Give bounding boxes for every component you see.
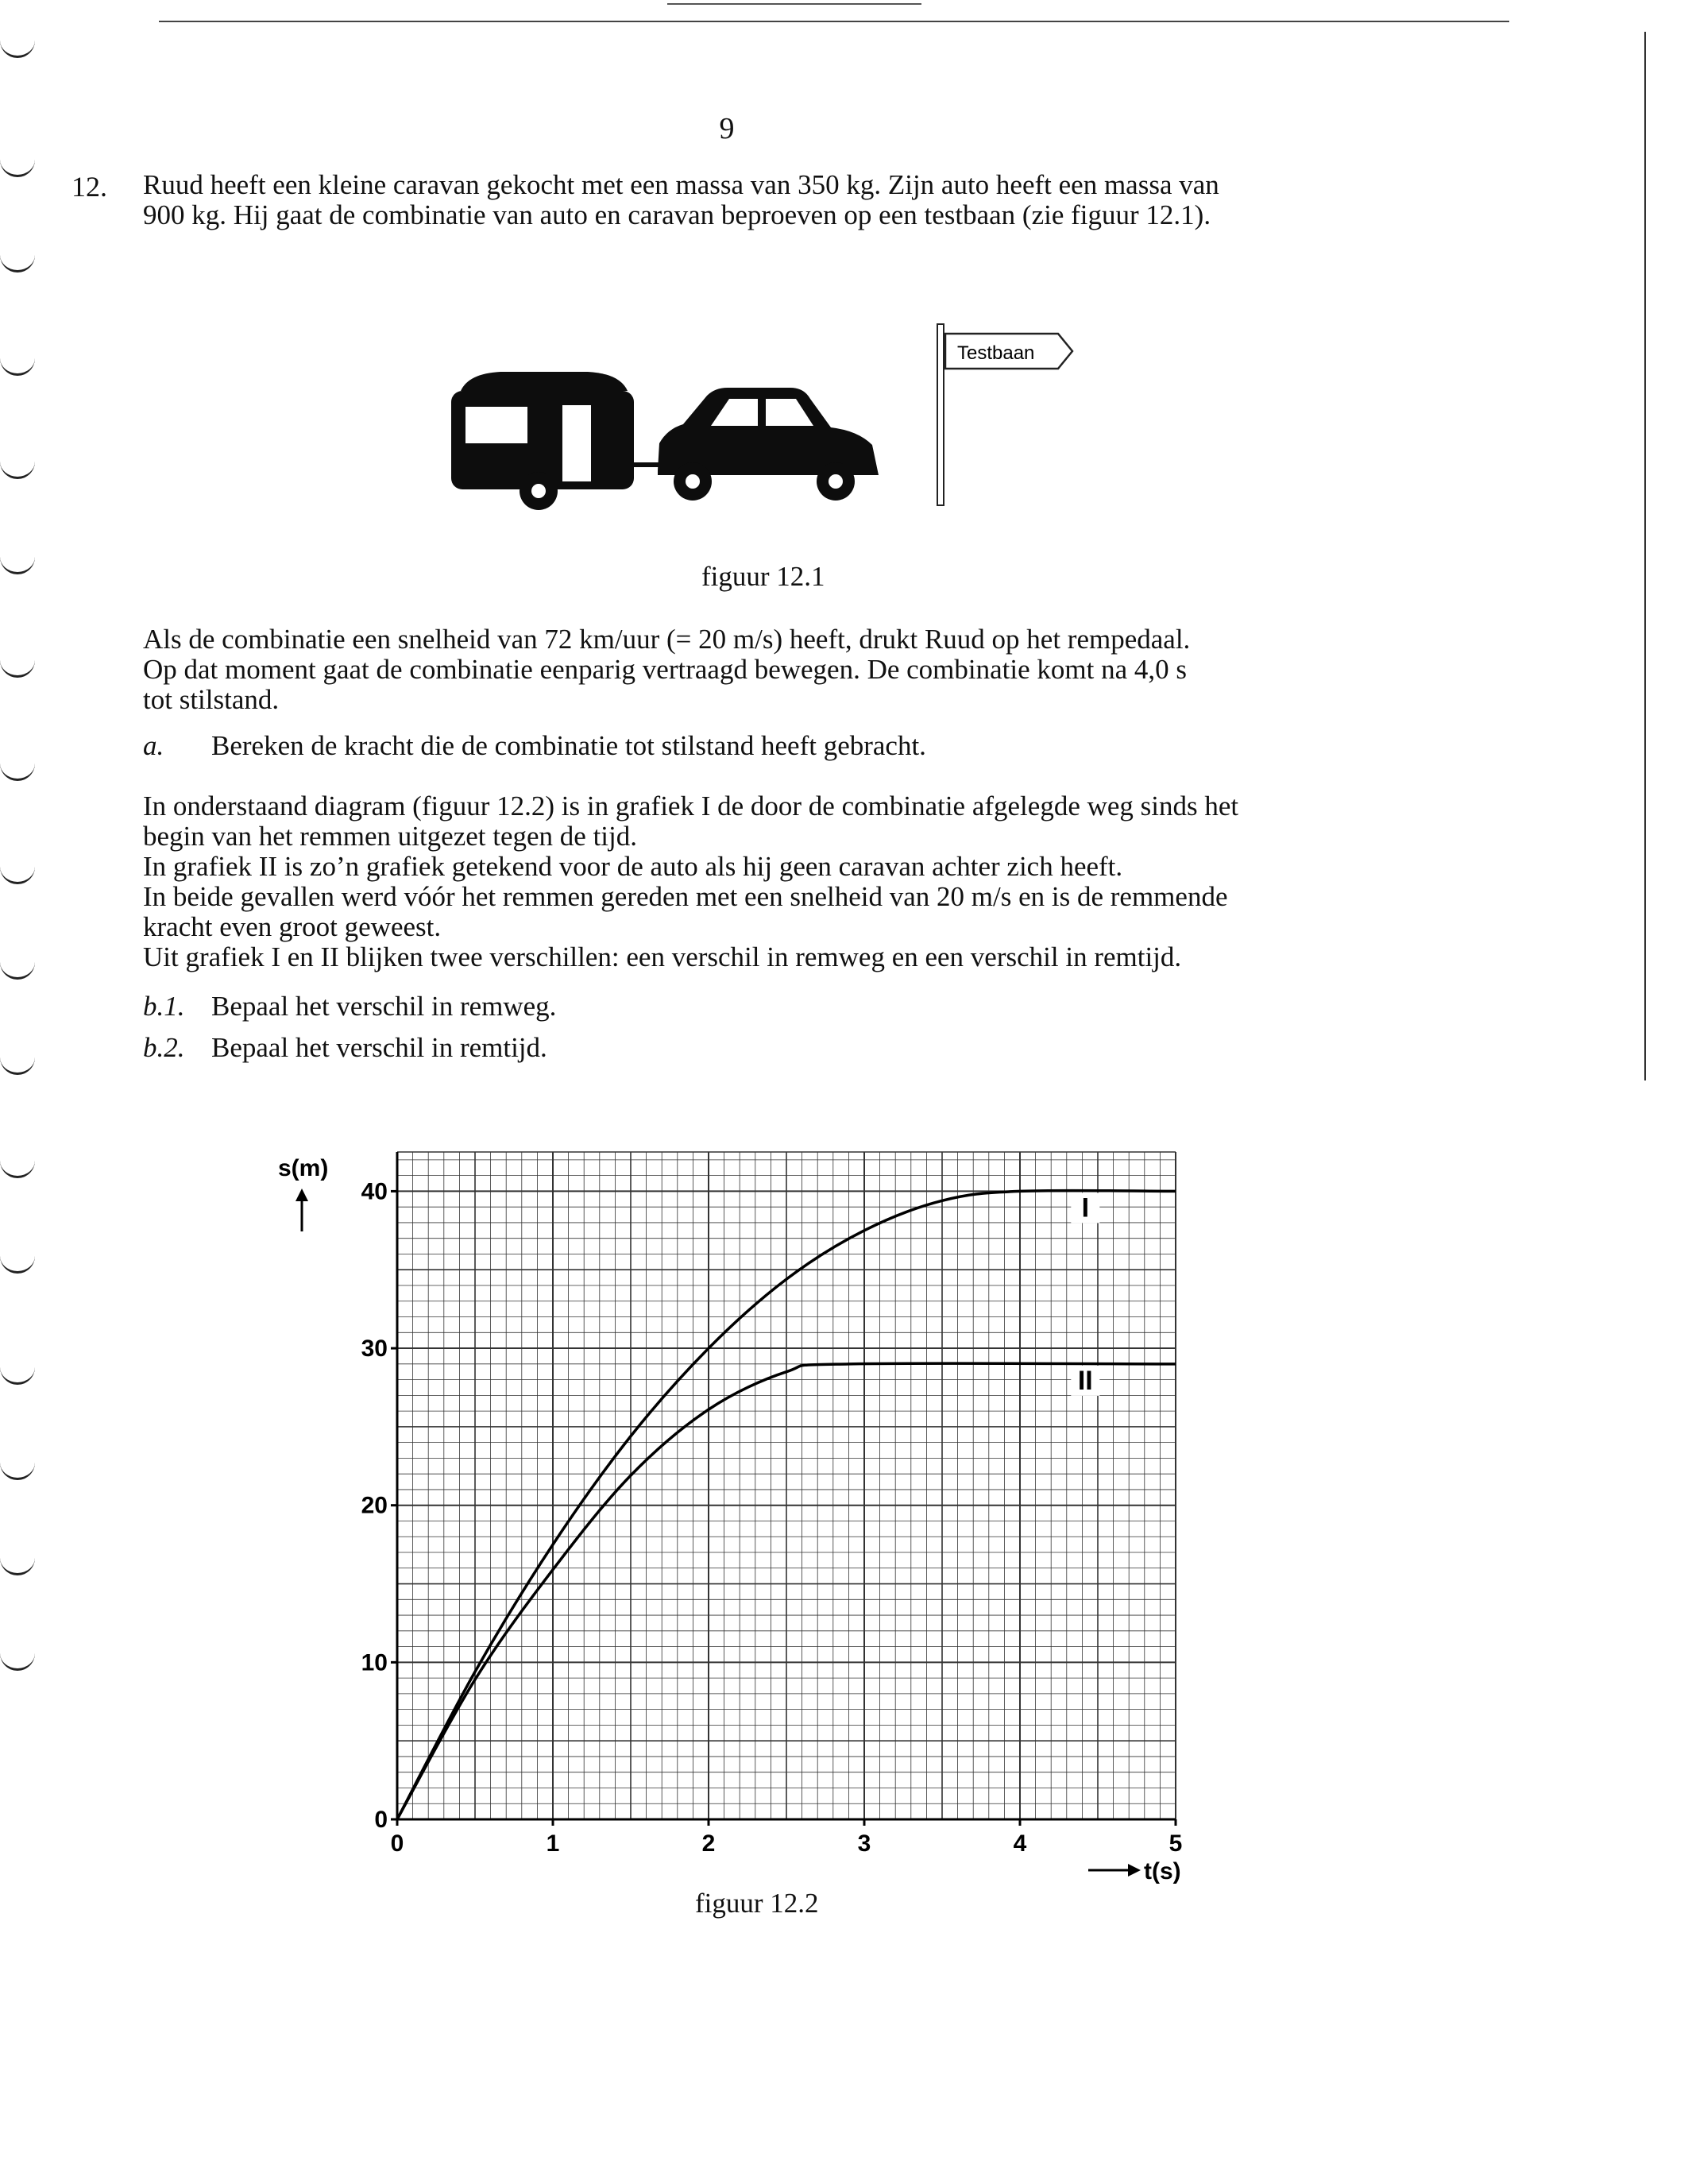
question-b2-mark: b.2.: [143, 1032, 185, 1063]
chart-grid: [397, 1152, 1176, 1819]
sign-label: Testbaan: [957, 342, 1035, 364]
situation-text: [143, 624, 1414, 715]
y-tick-label: 40: [361, 1178, 388, 1205]
question-b1: [143, 991, 556, 1022]
top-rule-short: [667, 3, 921, 5]
y-tick-label: 30: [361, 1336, 388, 1363]
x-tick-label: 0: [390, 1830, 404, 1857]
question-a: [143, 731, 926, 761]
binding-mark: [0, 961, 35, 980]
binding-mark: [0, 1652, 35, 1671]
binding-mark: [0, 254, 35, 273]
binding-mark: [0, 1462, 35, 1480]
situation-line: Als de combinatie een snelheid van 72 km/uur (= 20 m/s) heeft, drukt Ruud op het rempedaal.: [143, 624, 1191, 655]
x-tick-label: 1: [546, 1830, 560, 1857]
binding-mark: [0, 1160, 35, 1178]
question-b1-text: Bepaal het verschil in remweg.: [211, 991, 557, 1022]
y-tick-label: 20: [361, 1492, 388, 1519]
binding-mark: [0, 159, 35, 177]
situation-line: tot stilstand.: [143, 684, 280, 715]
diagram-description: [143, 791, 1414, 972]
diagram-line: Uit grafiek I en II blijken twee verschillen: een verschil in remweg en een verschil in remtijd.: [143, 941, 1182, 972]
binding-mark: [0, 40, 35, 58]
binding-mark: [0, 763, 35, 781]
x-axis-label: t(s): [1144, 1858, 1181, 1884]
question-b2: [143, 1033, 547, 1063]
diagram-line: In onderstaand diagram (figuur 12.2) is in grafiek I de door de combinatie afgelegde weg sinds het: [143, 790, 1239, 821]
page-edge-line: [1644, 32, 1646, 1080]
binding-mark: [0, 866, 35, 884]
x-tick-label: 4: [1013, 1830, 1027, 1857]
situation-line: Op dat moment gaat de combinatie eenparig vertraagd bewegen. De combinatie komt na 4,0 s: [143, 654, 1187, 685]
binding-mark: [0, 358, 35, 376]
car-illustration: [658, 388, 879, 501]
y-axis-label: s(m): [278, 1155, 329, 1181]
binding-mark: [0, 1366, 35, 1385]
question-a-mark: a.: [143, 730, 164, 761]
question-a-text: Bereken de kracht die de combinatie tot stilstand heeft gebracht.: [211, 730, 926, 761]
x-tick-label: 5: [1168, 1830, 1183, 1857]
binding-mark: [0, 1255, 35, 1274]
distance-time-chart: [270, 1144, 1223, 1907]
testbaan-sign: [937, 324, 1072, 505]
x-axis-arrowhead: [1128, 1864, 1141, 1877]
y-tick-label: 0: [374, 1807, 388, 1833]
diagram-line: In beide gevallen werd vóór het remmen gereden met een snelheid van 20 m/s en is de remmende: [143, 881, 1228, 912]
binding-mark: [0, 556, 35, 574]
figure1-caption: figuur 12.1: [701, 561, 825, 592]
page-number: 9: [719, 112, 735, 145]
y-tick-label: 10: [361, 1649, 388, 1676]
diagram-line: kracht even groot geweest.: [143, 911, 442, 942]
binding-mark: [0, 1057, 35, 1075]
question-b1-mark: b.1.: [143, 991, 185, 1022]
series-label-II: II: [1077, 1365, 1093, 1396]
diagram-line: begin van het remmen uitgezet tegen de tijd.: [143, 821, 638, 852]
figure2-caption: figuur 12.2: [695, 1888, 819, 1919]
top-rule: [159, 21, 1509, 22]
intro-line: Ruud heeft een kleine caravan gekocht met een massa van 350 kg. Zijn auto heeft een massa van: [143, 169, 1219, 200]
question-number: 12.: [71, 171, 107, 203]
y-axis-arrowhead: [295, 1189, 308, 1201]
diagram-line: In grafiek II is zo’n grafiek getekend voor de auto als hij geen caravan achter zich heeft.: [143, 851, 1123, 882]
figure-car-caravan: [437, 318, 1088, 532]
binding-mark: [0, 1557, 35, 1575]
caravan-illustration: [451, 372, 669, 510]
binding-mark: [0, 659, 35, 678]
intro-line: 900 kg. Hij gaat de combinatie van auto en caravan beproeven op een testbaan (zie figuur 12.1).: [143, 199, 1211, 230]
question-b2-text: Bepaal het verschil in remtijd.: [211, 1032, 547, 1063]
x-tick-label: 3: [857, 1830, 871, 1857]
question-intro: [143, 170, 1414, 230]
series-label-I: I: [1081, 1193, 1090, 1223]
binding-mark: [0, 461, 35, 479]
x-tick-label: 2: [701, 1830, 716, 1857]
